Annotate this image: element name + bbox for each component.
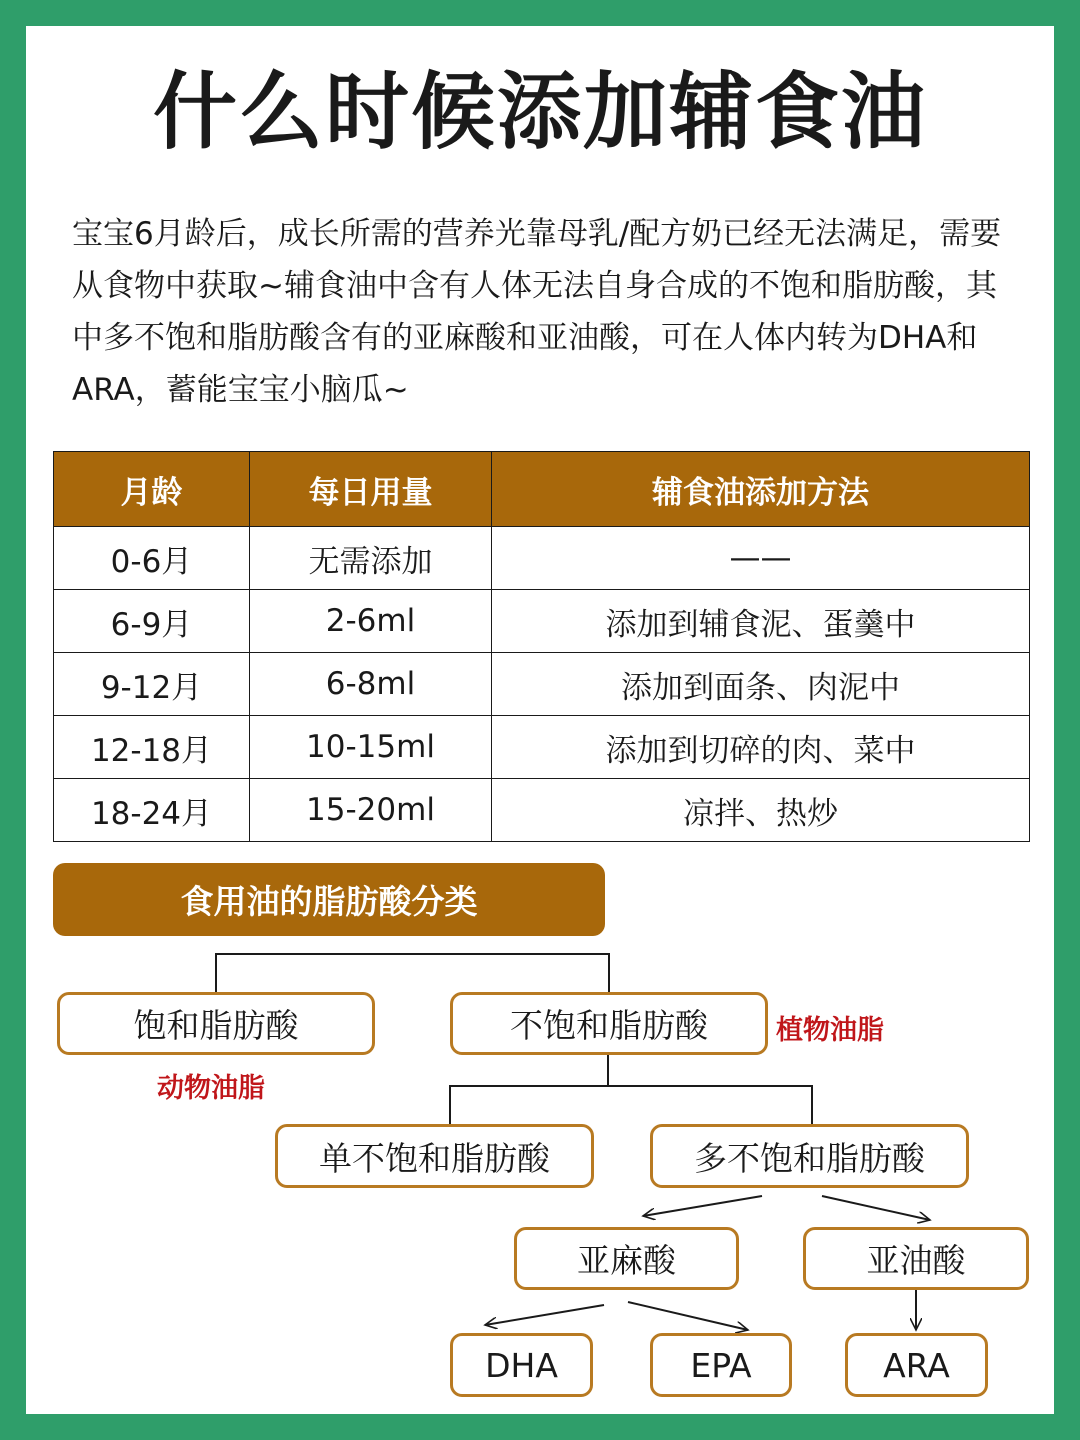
tag-animal-fat: 动物油脂 bbox=[157, 1073, 265, 1104]
arrow-poly-to-linolenic bbox=[643, 1196, 762, 1216]
cell-method: 凉拌、热炒 bbox=[492, 779, 1030, 842]
cell-age: 18-24月 bbox=[54, 779, 250, 842]
node-unsaturated-fatty-acid: 不饱和脂肪酸 bbox=[450, 992, 768, 1055]
cell-age: 6-9月 bbox=[54, 590, 250, 653]
node-polyunsaturated-fatty-acid: 多不饱和脂肪酸 bbox=[650, 1124, 969, 1188]
cell-method: 添加到切碎的肉、菜中 bbox=[492, 716, 1030, 779]
tag-plant-fat: 植物油脂 bbox=[776, 1015, 884, 1046]
arrow-linolenic-to-epa bbox=[628, 1302, 748, 1330]
cell-age: 9-12月 bbox=[54, 653, 250, 716]
node-dha: DHA bbox=[450, 1333, 593, 1397]
column-header-daily-amount: 每日用量 bbox=[250, 452, 492, 527]
cell-age: 0-6月 bbox=[54, 527, 250, 590]
cell-method: 添加到面条、肉泥中 bbox=[492, 653, 1030, 716]
cell-amount: 2-6ml bbox=[250, 590, 492, 653]
cell-method: 添加到辅食泥、蛋羹中 bbox=[492, 590, 1030, 653]
cell-amount: 无需添加 bbox=[250, 527, 492, 590]
column-header-age: 月龄 bbox=[54, 452, 250, 527]
node-linolenic-acid: 亚麻酸 bbox=[514, 1227, 739, 1290]
cell-age: 12-18月 bbox=[54, 716, 250, 779]
cell-method: —— bbox=[492, 527, 1030, 590]
column-header-method: 辅食油添加方法 bbox=[492, 452, 1030, 527]
section-header-fatty-acid-classification: 食用油的脂肪酸分类 bbox=[53, 863, 605, 936]
node-epa: EPA bbox=[650, 1333, 792, 1397]
page-title: 什么时候添加辅食油 bbox=[152, 63, 927, 161]
arrow-poly-to-linoleic bbox=[822, 1196, 930, 1220]
node-saturated-fatty-acid: 饱和脂肪酸 bbox=[57, 992, 375, 1055]
connector-mono-poly bbox=[450, 1086, 812, 1124]
intro-paragraph: 宝宝6月龄后，成长所需的营养光靠母乳/配方奶已经无法满足，需要从食物中获取~辅食油中含有人体无法自身合成的不饱和脂肪酸，其中多不饱和脂肪酸含有的亚麻酸和亚油酸，可在人体内转为DHA和ARA，蓄能宝宝小脑瓜~ bbox=[72, 216, 1002, 408]
cell-amount: 6-8ml bbox=[250, 653, 492, 716]
cell-amount: 15-20ml bbox=[250, 779, 492, 842]
node-ara: ARA bbox=[845, 1333, 988, 1397]
node-monounsaturated-fatty-acid: 单不饱和脂肪酸 bbox=[275, 1124, 594, 1188]
cell-amount: 10-15ml bbox=[250, 716, 492, 779]
arrow-linolenic-to-dha bbox=[485, 1305, 604, 1325]
connector-root bbox=[216, 954, 609, 992]
node-linoleic-acid: 亚油酸 bbox=[803, 1227, 1029, 1290]
